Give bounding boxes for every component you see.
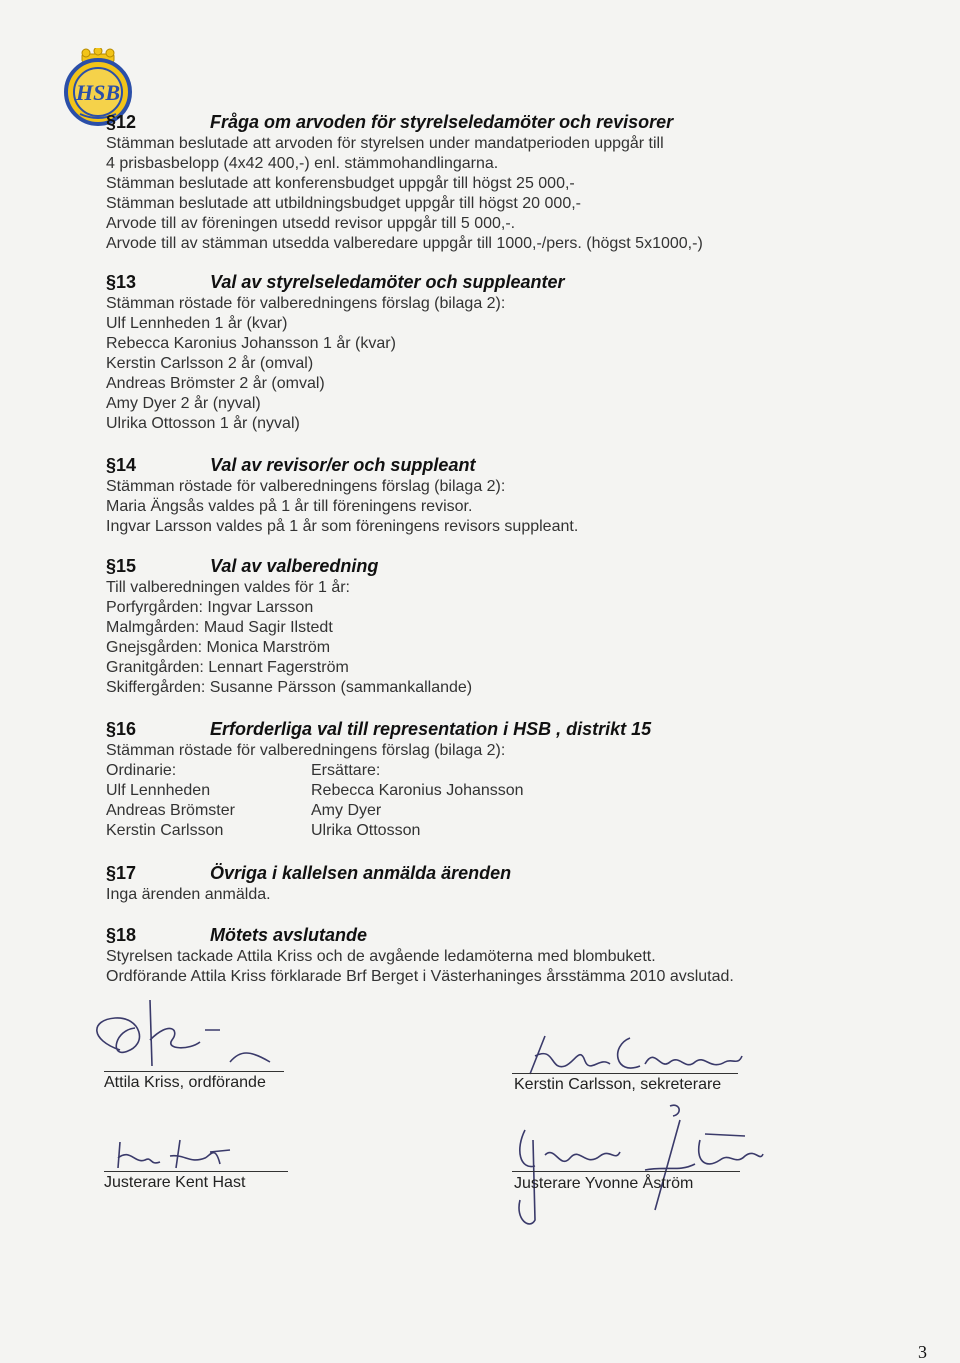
section-title: Övriga i kallelsen anmälda ärenden: [210, 863, 512, 883]
text-line: Rebecca Karonius Johansson 1 år (kvar): [106, 335, 396, 352]
signature-chair-icon: [80, 990, 280, 1076]
signature-line: [512, 1171, 740, 1172]
substitute-cell: Ulrika Ottosson: [311, 822, 421, 839]
text-line: Maria Ängsås valdes på 1 år till föreningens revisor.: [106, 498, 473, 515]
representation-row: [106, 821, 826, 841]
text-line: 4 prisbasbelopp (4x42 400,-) enl. stämmohandlingarna.: [106, 155, 499, 172]
signature-line: [104, 1071, 284, 1072]
section-heading: [106, 455, 826, 477]
section-number: §16: [106, 719, 137, 739]
section-15: [106, 556, 826, 698]
text-line: Stämman röstade för valberedningens förslag (bilaga 2):: [106, 478, 506, 495]
section-title: Fråga om arvoden för styrelseledamöter och revisorer: [210, 112, 674, 132]
svg-text:HSB: HSB: [75, 80, 121, 105]
substitute-cell: Rebecca Karonius Johansson: [311, 782, 524, 799]
signature-line: [512, 1073, 738, 1074]
section-17: [106, 863, 826, 905]
text-line: Granitgården: Lennart Fagerström: [106, 659, 349, 676]
text-line: Till valberedningen valdes för 1 år:: [106, 579, 350, 596]
section-12: [106, 112, 826, 254]
text-line: Amy Dyer 2 år (nyval): [106, 395, 261, 412]
text-line: Arvode till av föreningen utsedd revisor uppgår till 5 000,-.: [106, 215, 516, 232]
text-line: Ulrika Ottosson 1 år (nyval): [106, 415, 300, 432]
text-line: Andreas Brömster 2 år (omval): [106, 375, 325, 392]
signature-line: [104, 1171, 288, 1172]
section-title: Val av valberedning: [210, 556, 379, 576]
text-line: Stämman röstade för valberedningens förslag (bilaga 2):: [106, 295, 506, 312]
text-line: Ingvar Larsson valdes på 1 år som föreningens revisors suppleant.: [106, 518, 579, 535]
section-heading: [106, 112, 826, 134]
section-number: §13: [106, 272, 137, 292]
signature-adjuster2-icon: [505, 1100, 765, 1230]
section-heading: [106, 272, 826, 294]
text-line: Stämman röstade för valberedningens förslag (bilaga 2):: [106, 742, 506, 759]
representation-row: [106, 801, 826, 821]
ordinary-cell: Ulf Lennheden: [106, 782, 211, 799]
section-16: [106, 719, 826, 841]
section-heading: [106, 925, 826, 947]
signature-label-adjuster1: Justerare Kent Hast: [104, 1174, 246, 1191]
page-number: 3: [918, 1342, 927, 1362]
section-number: §18: [106, 925, 137, 945]
representation-row: [106, 781, 826, 801]
text-line: Stämman beslutade att utbildningsbudget uppgår till högst 20 000,-: [106, 195, 581, 212]
section-14: [106, 455, 826, 537]
section-number: §14: [106, 455, 137, 475]
section-title: Erforderliga val till representation i HSB , distrikt 15: [210, 719, 652, 739]
section-number: §17: [106, 863, 137, 883]
ordinary-cell: Andreas Brömster: [106, 802, 235, 819]
section-number: §12: [106, 112, 137, 132]
text-line: Stämman beslutade att arvoden för styrelsen under mandatperioden uppgår till: [106, 135, 664, 152]
text-line: Skiffergården: Susanne Pärsson (sammankallande): [106, 679, 473, 696]
signature-label-adjuster2: Justerare Yvonne Åström: [514, 1175, 694, 1192]
substitute-cell: Ersättare:: [311, 762, 381, 779]
section-heading: [106, 863, 826, 885]
section-13: [106, 272, 826, 434]
signature-adjuster1-icon: [110, 1134, 240, 1174]
text-line: Ordförande Attila Kriss förklarade Brf Berget i Västerhaninges årsstämma 2010 avslutad.: [106, 968, 734, 985]
text-line: Ulf Lennheden 1 år (kvar): [106, 315, 288, 332]
section-number: §15: [106, 556, 137, 576]
ordinary-cell: Kerstin Carlsson: [106, 822, 224, 839]
ordinary-cell: Ordinarie:: [106, 762, 177, 779]
representation-row: [106, 761, 826, 781]
section-title: Val av styrelseledamöter och suppleanter: [210, 272, 565, 292]
text-line: Porfyrgården: Ingvar Larsson: [106, 599, 314, 616]
substitute-cell: Amy Dyer: [311, 802, 382, 819]
text-line: Gnejsgården: Monica Marström: [106, 639, 331, 656]
section-title: Mötets avslutande: [210, 925, 368, 945]
section-18: [106, 925, 826, 987]
signature-label-chair: Attila Kriss, ordförande: [104, 1074, 266, 1091]
text-line: Stämman beslutade att konferensbudget uppgår till högst 25 000,-: [106, 175, 575, 192]
section-heading: [106, 719, 826, 741]
signature-label-secretary: Kerstin Carlsson, sekreterare: [514, 1076, 722, 1093]
text-line: Styrelsen tackade Attila Kriss och de avgående ledamöterna med blombukett.: [106, 948, 656, 965]
text-line: Inga ärenden anmälda.: [106, 886, 271, 903]
section-title: Val av revisor/er och suppleant: [210, 455, 476, 475]
text-line: Malmgården: Maud Sagir Ilstedt: [106, 619, 333, 636]
section-heading: [106, 556, 826, 578]
text-line: Arvode till av stämman utsedda valberedare uppgår till 1000,-/pers. (högst 5x1000,-): [106, 235, 703, 252]
text-line: Kerstin Carlsson 2 år (omval): [106, 355, 314, 372]
